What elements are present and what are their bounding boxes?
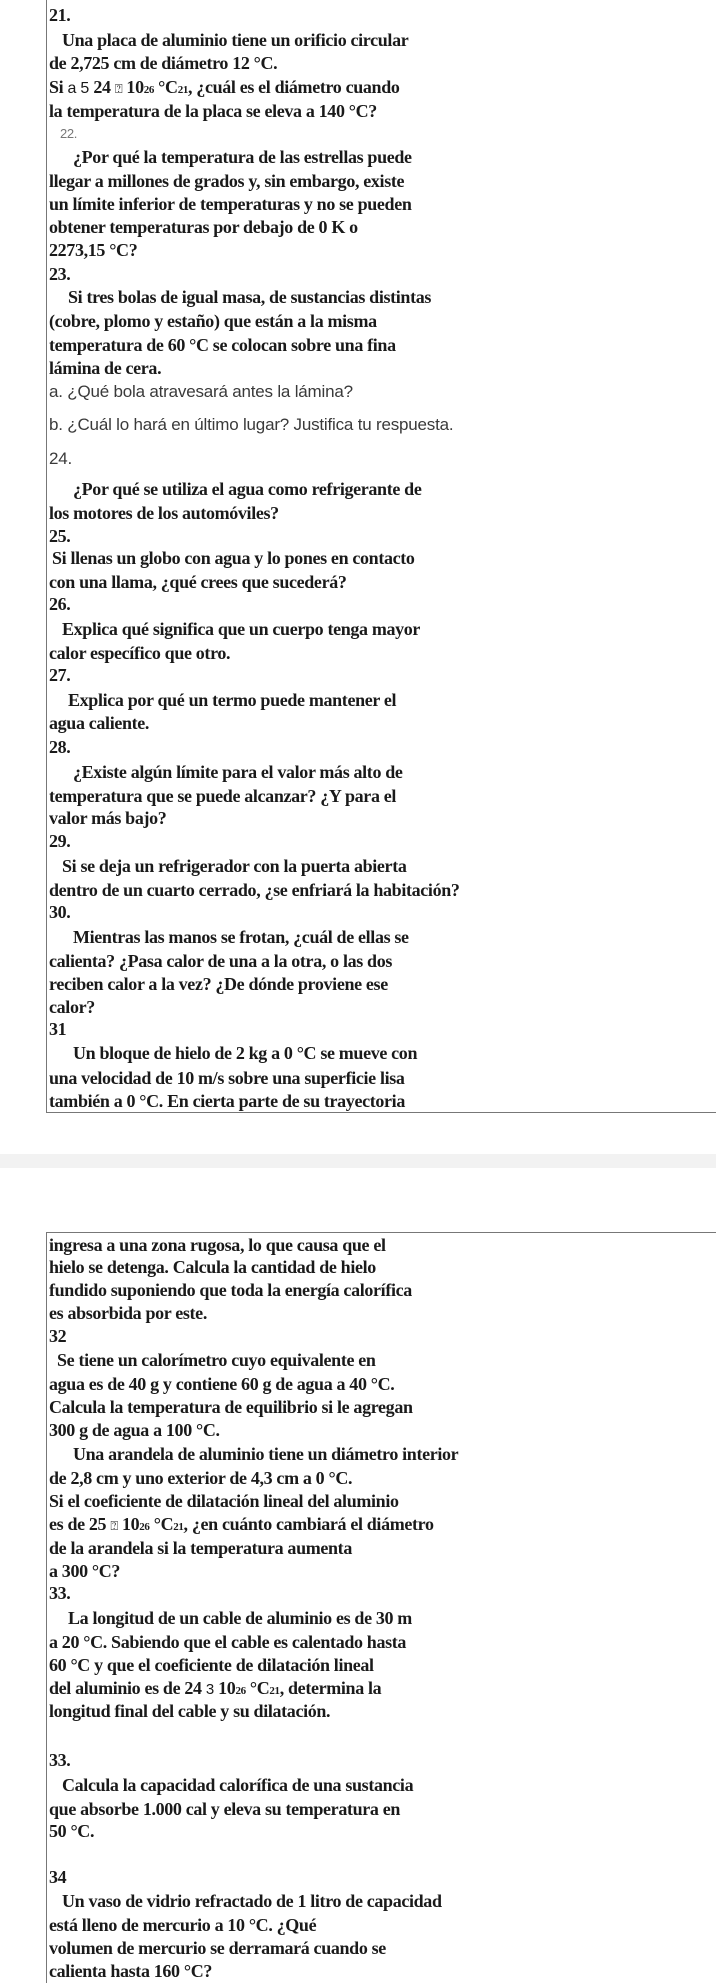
question-text: un límite inferior de temperaturas y no se pueden	[49, 194, 412, 214]
question-text: Explica por qué un termo puede mantener el	[68, 690, 397, 710]
question-text	[49, 75, 400, 102]
question-text: 50 °C.	[49, 1821, 95, 1841]
question-text: ¿Por qué la temperatura de las estrellas puede	[73, 147, 412, 167]
question-number: 32	[49, 1326, 67, 1346]
question-text: Se tiene un calorímetro cuyo equivalente en	[57, 1350, 376, 1370]
question-text	[49, 1512, 434, 1539]
question-text: temperatura que se puede alcanzar? ¿Y para el	[49, 786, 397, 806]
text: 3	[205, 1681, 214, 1698]
text: , determina la	[279, 1678, 382, 1698]
question-text: agua caliente.	[49, 713, 150, 733]
question-text: a 300 °C?	[49, 1561, 121, 1581]
question-text: es absorbida por este.	[49, 1303, 207, 1323]
page-break	[0, 1154, 716, 1168]
question-text: también a 0 °C. En cierta parte de su trayectoria	[49, 1091, 405, 1111]
question-text: calienta hasta 160 °C?	[49, 1961, 212, 1981]
text: °C	[154, 77, 178, 97]
question-text: La longitud de un cable de aluminio es de 30 m	[68, 1608, 412, 1628]
question-text: ¿Por qué se utiliza el agua como refrigerante de	[73, 479, 422, 499]
question-text: longitud final del cable y su dilatación.	[49, 1701, 331, 1721]
text: del aluminio es de 24	[49, 1678, 206, 1698]
question-text: Calcula la capacidad calorífica de una sustancia	[62, 1775, 414, 1795]
question-text: lámina de cera.	[49, 358, 162, 378]
question-text: 2273,15 °C?	[49, 240, 138, 260]
question-number: 26.	[49, 594, 71, 614]
question-text: Mientras las manos se frotan, ¿cuál de ellas se	[73, 927, 409, 947]
question-text: Un bloque de hielo de 2 kg a 0 °C se mueve con	[73, 1043, 418, 1063]
question-text: hielo se detenga. Calcula la cantidad de hielo	[49, 1257, 376, 1277]
question-text: fundido suponiendo que toda la energía calorífica	[49, 1280, 412, 1300]
text: °C	[245, 1678, 270, 1698]
missing-glyph-icon: ⍰	[114, 81, 123, 96]
sub-question-a: a. ¿Qué bola atravesará antes la lámina?	[49, 382, 353, 401]
question-number: 22.	[60, 126, 78, 141]
text: 24	[93, 77, 115, 97]
text: , ¿cuál es el diámetro cuando	[188, 77, 400, 97]
question-text: volumen de mercurio se derramará cuando se	[49, 1938, 386, 1958]
question-number: 33.	[49, 1750, 71, 1770]
text: 26	[235, 1685, 246, 1697]
text: 26	[139, 1521, 150, 1533]
sub-question-b: b. ¿Cuál lo hará en último lugar? Justifica tu respuesta.	[49, 415, 454, 434]
page-2-left-border	[46, 1232, 47, 1983]
text: 21	[173, 1521, 184, 1533]
question-text: calor?	[49, 997, 95, 1017]
question-text: Si llenas un globo con agua y lo pones en contacto	[52, 548, 415, 568]
text: , ¿en cuánto cambiará el diámetro	[183, 1514, 434, 1534]
question-text: está lleno de mercurio a 10 °C. ¿Qué	[49, 1915, 317, 1935]
question-text: de 2,725 cm de diámetro 12 °C.	[49, 53, 278, 73]
text: 26	[143, 84, 155, 96]
text: °C	[149, 1514, 174, 1534]
question-text: de 2,8 cm y uno exterior de 4,3 cm a 0 °C.	[49, 1468, 353, 1488]
question-text: la temperatura de la placa se eleva a 140 °C?	[49, 101, 377, 121]
question-text: una velocidad de 10 m/s sobre una superficie lisa	[49, 1068, 405, 1088]
question-number: 34	[49, 1867, 67, 1887]
question-number: 27.	[49, 665, 71, 685]
text: 10	[213, 1678, 236, 1698]
question-text: ingresa a una zona rugosa, lo que causa que el	[49, 1235, 386, 1255]
question-number: 31	[49, 1019, 67, 1039]
text: 10	[122, 77, 144, 97]
text: 10	[117, 1514, 140, 1534]
question-text: valor más bajo?	[49, 808, 167, 828]
question-text: Explica qué significa que un cuerpo tenga mayor	[62, 619, 421, 639]
question-number: 30.	[49, 902, 71, 922]
question-text: Si el coeficiente de dilatación lineal del aluminio	[49, 1491, 399, 1511]
text: 21	[269, 1685, 280, 1697]
text: es de 25	[49, 1514, 111, 1534]
missing-glyph-icon: ⍰	[110, 1518, 118, 1533]
question-text: dentro de un cuarto cerrado, ¿se enfriará la habitación?	[49, 880, 460, 900]
question-number: 28.	[49, 737, 71, 757]
question-number: 23.	[49, 264, 71, 284]
question-number: 21.	[49, 5, 71, 25]
question-text: reciben calor a la vez? ¿De dónde proviene ese	[49, 974, 388, 994]
question-number: 33.	[49, 1583, 71, 1603]
question-text: de la arandela si la temperatura aumenta	[49, 1538, 352, 1558]
question-text: 300 g de agua a 100 °C.	[49, 1420, 220, 1440]
question-text: con una llama, ¿qué crees que sucederá?	[49, 572, 347, 592]
question-text: llegar a millones de grados y, sin embargo, existe	[49, 171, 405, 191]
page-1-left-border	[46, 0, 47, 1112]
question-text: 60 °C y que el coeficiente de dilatación lineal	[49, 1655, 374, 1675]
question-number: 24.	[49, 449, 73, 468]
question-number: 25.	[49, 526, 71, 546]
text: 21	[177, 84, 188, 96]
question-text: Si se deja un refrigerador con la puerta abierta	[62, 856, 407, 876]
question-text: ¿Existe algún límite para el valor más alto de	[73, 762, 403, 782]
question-text: obtener temperaturas por debajo de 0 K o	[49, 217, 358, 237]
question-text: los motores de los automóviles?	[49, 503, 279, 523]
question-text: Una placa de aluminio tiene un orificio circular	[62, 30, 409, 50]
question-text: Una arandela de aluminio tiene un diámetro interior	[73, 1444, 459, 1464]
question-text: que absorbe 1.000 cal y eleva su temperatura en	[49, 1799, 401, 1819]
question-text: (cobre, plomo y estaño) que están a la misma	[49, 311, 377, 331]
question-text: calor específico que otro.	[49, 643, 231, 663]
question-number: 29.	[49, 831, 71, 851]
text: Si	[49, 77, 68, 97]
question-text: temperatura de 60 °C se colocan sobre una fina	[49, 335, 396, 355]
question-text: agua es de 40 g y contiene 60 g de agua a 40 °C.	[49, 1374, 395, 1394]
question-text: calienta? ¿Pasa calor de una a la otra, o las dos	[49, 951, 393, 971]
question-text: Calcula la temperatura de equilibrio si le agregan	[49, 1397, 413, 1417]
question-text: a 20 °C. Sabiendo que el cable es calentado hasta	[49, 1632, 407, 1652]
question-text: Un vaso de vidrio refractado de 1 litro de capacidad	[62, 1891, 442, 1911]
text: a 5	[67, 80, 94, 97]
question-text: Si tres bolas de igual masa, de sustancias distintas	[68, 287, 432, 307]
